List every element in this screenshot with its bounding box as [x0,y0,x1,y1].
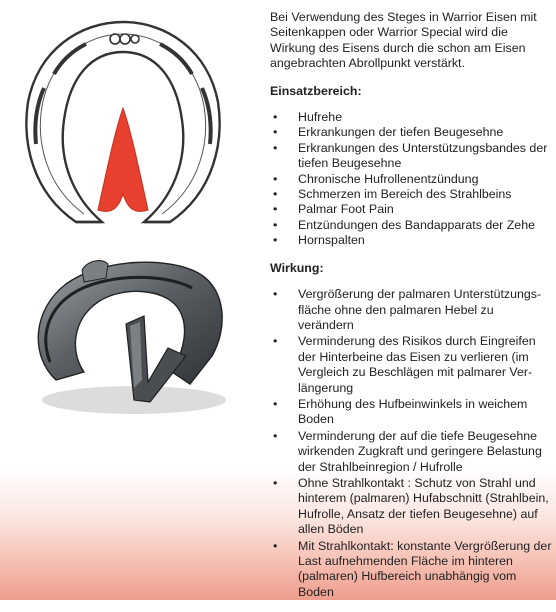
bullet-icon: • [273,287,278,302]
bullet-icon: • [273,538,278,553]
list-item: • Mit Strahlkontakt: konstante Vergrößerung der Last aufnehmenden Fläche im hinteren (palmaren) Hufbereich unabhängig vom Boden [273,538,552,599]
bullet-icon: • [273,140,278,155]
horseshoe-diagram-icon [14,14,232,226]
list-item: • Vergrößerung der palmaren Unterstützungsfläche ohne den palmaren Hebel zu verändern [273,287,542,332]
list-item: • Hufrehe [273,110,343,125]
intro-paragraph: Bei Verwendung des Steges in Warrior Eisen mit Seitenkappen oder Warrior Special wird die Wirkung des Eisens durch die schon am Eisen angebrachten Abrollpunkt verstärkt. [270,10,537,71]
text-column [262,10,552,612]
bullet-icon: • [273,171,278,186]
bullet-icon: • [273,475,278,490]
list-item: • Verminderung der auf die tiefe Beugesehne wirkenden Zugkraft und geringere Belastung der Strahlbeinregion / Hufrolle [273,428,542,474]
list-item: • Hornspalten [273,233,365,248]
bullet-icon: • [273,217,278,232]
bullet-icon: • [273,125,278,140]
list-item: • Erhöhung des Hufbeinwinkels in weichem Boden [273,396,528,427]
list-item: • Ohne Strahlkontakt : Schutz von Strahl und hinterem (palmaren) Hufabschnitt (Strahlbein, Hufrolle, Ansatz der tiefen Beugesehne) auf allen Böden [273,475,549,537]
bullet-icon: • [273,202,278,217]
bullet-icon: • [273,187,278,202]
bullet-icon: • [273,334,278,349]
list-item: • Schmerzen im Bereich des Strahlbeins [273,187,512,202]
bullet-icon: • [273,396,278,411]
indications-list [262,110,552,249]
section-heading-wirkung: Wirkung: [270,260,324,275]
bullet-icon: • [273,110,278,125]
list-item: • Erkrankungen des Unterstützungsbandes der tiefen Beugesehne [273,140,548,171]
list-item: • Palmar Foot Pain [273,202,394,217]
horseshoe-photo-icon [22,252,234,422]
list-item: • Verminderung des Risikos durch Eingreifen der Hinterbeine das Eisen zu verlieren (im Vergleich zu Beschlägen mit palmarer Verlängerung [273,334,536,395]
list-item: • Chronische Hufrollenentzündung [273,171,479,186]
section-heading-einsatzbereich: Einsatzbereich: [270,83,362,98]
illustration-column [0,0,255,600]
bullet-icon: • [273,428,278,443]
list-item: • Erkrankungen der tiefen Beugesehne [273,125,504,140]
effects-list [262,287,552,600]
bullet-icon: • [273,233,278,248]
frog-bar-insert [98,108,148,211]
list-item: • Entzündungen des Bandapparats der Zehe [273,217,535,232]
